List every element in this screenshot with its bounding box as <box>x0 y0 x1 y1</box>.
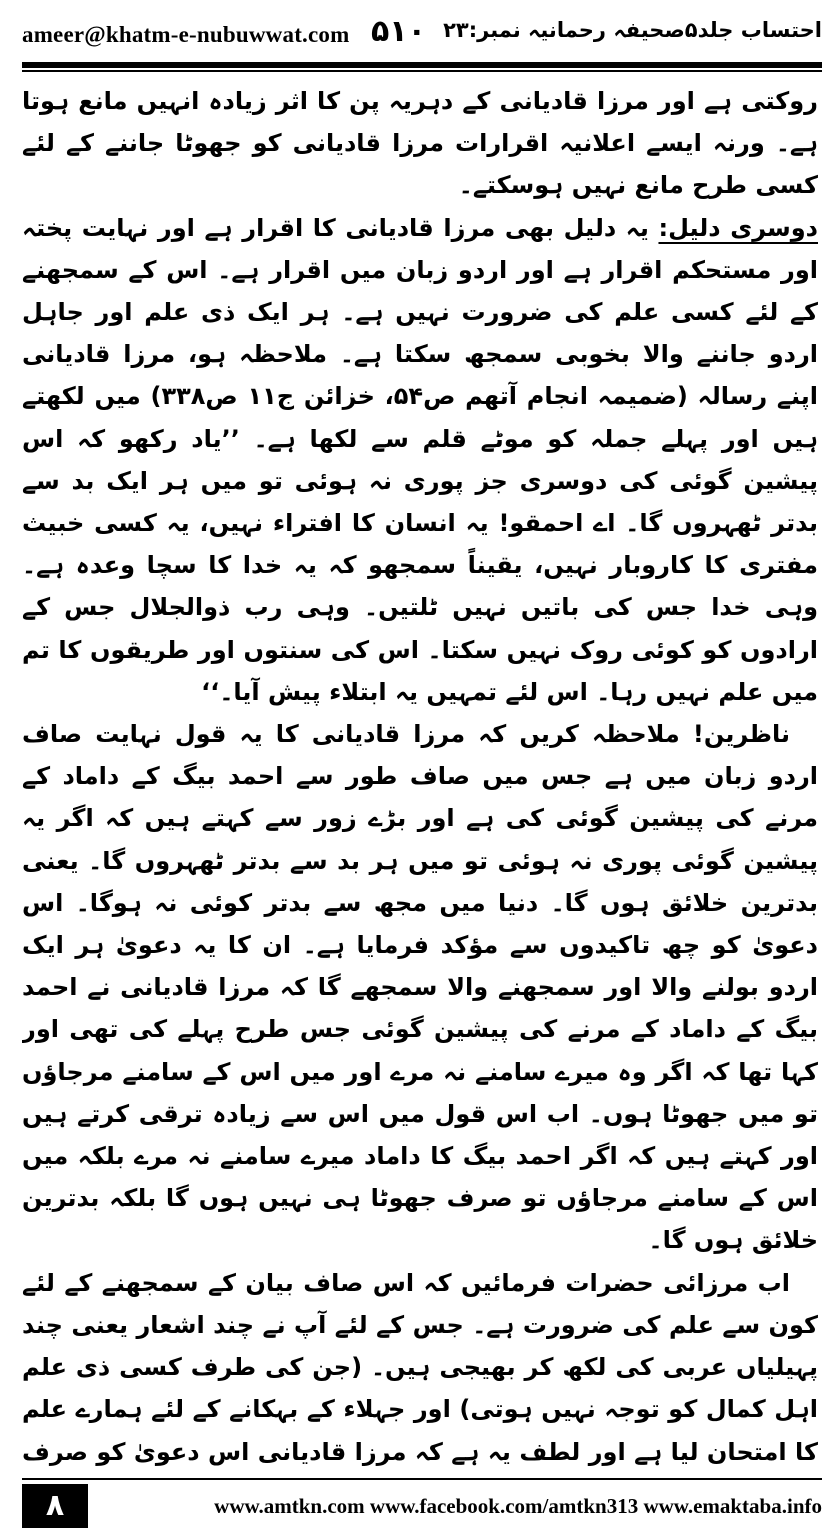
section-heading: دوسری دلیل: <box>658 213 818 242</box>
header-page-number: ۵۱۰ <box>371 14 426 49</box>
header-rule-thick <box>22 62 822 68</box>
paragraph-3: ناظرین! ملاحظہ کریں کہ مرزا قادیانی کا یہ قول نہایت صاف اردو زبان میں ہے جس میں صاف طور سے احمد بیگ کے داماد کے مرنے کی پیشین گوئی کی ہے اور بڑے زور سے کہتے ہیں کہ اگر یہ پیشین گوئی پوری نہ ہوئی تو میں ہر بد سے بدتر ٹھہروں گا۔ یعنی بدترین خلائق ہوں گا۔ دنیا میں مجھ سے بدتر کوئی نہ ہوگا۔ اس دعویٰ کو چھ تاکیدوں سے مؤکد فرمایا ہے۔ ان کا یہ دعویٰ ہر ایک اردو بولنے والا اور سمجھنے والا سمجھے گا کہ مرزا قادیانی نے احمد بیگ کے داماد کے مرنے کی پیشین گوئی جس طرح پہلے کی تھی اور کہا تھا کہ اگر وہ میرے سامنے نہ مرے اور میں اس کے سامنے مرجاؤں تو میں جھوٹا ہوں۔ اب اس قول میں اس سے زیادہ ترقی کرتے ہیں اور کہتے ہیں کہ اگر احمد بیگ کا داماد میرے سامنے نہ مرے بلکہ میں اس کے سامنے مرجاؤں تو صرف جھوٹا ہی نہیں ہوں گا بلکہ بدترین خلائق ہوں گا۔ <box>22 720 818 1255</box>
footer-rule <box>22 1478 822 1480</box>
header-rule-thin <box>22 70 822 72</box>
paragraph-1: روکتی ہے اور مرزا قادیانی کے دہریہ پن کا اثر زیادہ انہیں مانع ہوتا ہے۔ ورنہ ایسے اعلانیہ اقرارات مرزا قادیانی کو جھوٹا جاننے کے لئے کسی طرح مانع نہیں ہوسکتے۔ <box>22 87 818 200</box>
header-title: احتساب جلد۵صحیفہ رحمانیہ نمبر:۲۳ <box>443 18 822 42</box>
page-footer <box>22 1484 822 1528</box>
footer-page-number: ۸ <box>22 1484 88 1528</box>
paragraph-2-text: یہ دلیل بھی مرزا قادیانی کا اقرار ہے اور نہایت پختہ اور مستحکم اقرار ہے اور اردو زبان میں اقرار ہے۔ اس کے سمجھنے کے لئے کسی علم کی ضرورت نہیں ہے۔ ہر ایک ذی علم اور جاہل اردو جاننے والا بخوبی سمجھ سکتا ہے۔ ملاحظہ ہو، مرزا قادیانی اپنے رسالہ (ضمیمہ انجام آتھم ص۵۴، خزائن ج۱۱ ص۳۳۸) میں لکھتے ہیں اور پہلے جملہ کو موٹے قلم سے لکھا ہے۔ ’’یاد رکھو کہ اس پیشین گوئی کی دوسری جز پوری نہ ہوئی تو میں ہر ایک بد سے بدتر ٹھہروں گا۔ اے احمقو! یہ انسان کا افتراء نہیں، یہ کسی خبیث مفتری کا کاروبار نہیں، یقیناً سمجھو کہ یہ خدا کا سچا وعدہ ہے۔ وہی خدا جس کی باتیں نہیں ٹلتیں۔ وہی رب ذوالجلال جس کے ارادوں کو کوئی روک نہیں سکتا۔ اس کی سنتوں اور طریقوں کا تم میں علم نہیں رہا۔ اس لئے تمہیں یہ ابتلاء پیش آیا۔‘‘ <box>22 213 818 706</box>
header-email: ameer@khatm-e-nubuwwat.com <box>22 22 350 47</box>
paragraph-4: اب مرزائی حضرات فرمائیں کہ اس صاف بیان کے سمجھنے کے لئے کون سے علم کی ضرورت ہے۔ جس کے لئے آپ نے چند اشعار یعنی چند پہیلیاں عربی کی لکھ کر بھیجی ہیں۔ (جن کی طرف کسی ذی علم اہل کمال کو توجہ نہیں ہوتی) اور جہلاء کے بہکانے کے لئے ہمارے علم کا امتحان لیا ہے اور لطف یہ ہے کہ مرزا قادیانی اس دعویٰ کو صرف <box>22 1268 818 1466</box>
paragraph-2 <box>22 207 818 713</box>
page-body <box>22 80 818 1470</box>
page-header <box>22 12 822 58</box>
footer-website-links: www.amtkn.com www.facebook.com/amtkn313 www.emaktaba.info <box>214 1494 822 1518</box>
